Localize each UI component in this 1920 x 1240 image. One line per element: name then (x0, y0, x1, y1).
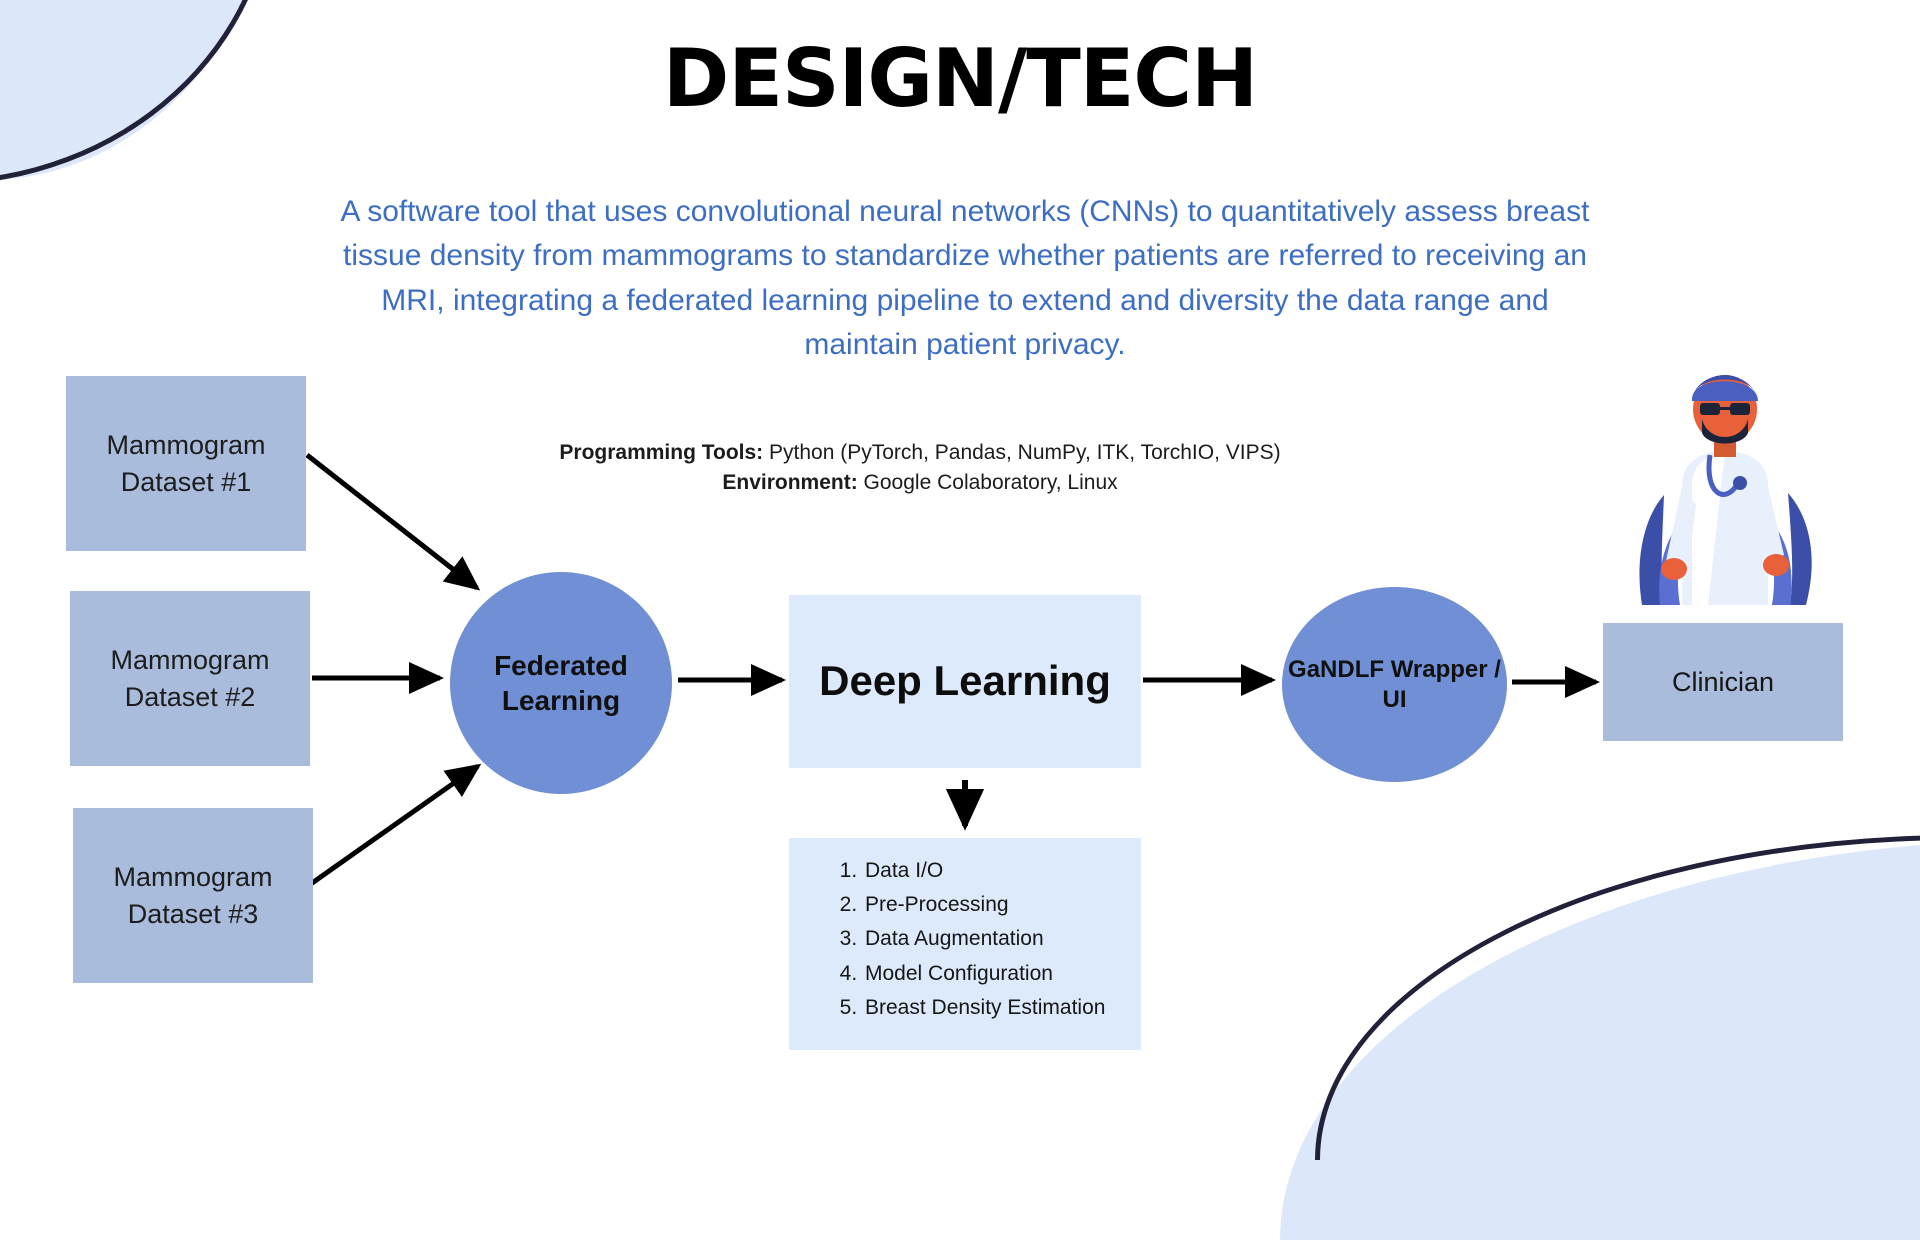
doctor-illustration (1630, 355, 1820, 605)
steps-ordered-list (789, 854, 1141, 1025)
gandlf-wrapper-node: GaNDLF Wrapper / UI (1282, 587, 1507, 782)
tools-info (420, 438, 1420, 499)
environment-line (420, 468, 1420, 498)
programming-tools-label: Programming Tools: (559, 441, 764, 464)
list-item: 1. Data I/O (863, 854, 1141, 888)
deep-learning-steps-list (789, 838, 1141, 1050)
dataset-box-3: Mammogram Dataset #3 (73, 808, 313, 983)
list-item: 3. Data Augmentation (863, 922, 1141, 956)
environment-value: Google Colaboratory, Linux (863, 471, 1118, 495)
deep-learning-node: Deep Learning (789, 595, 1141, 768)
federated-learning-node: Federated Learning (450, 572, 672, 794)
list-item: 5. Breast Density Estimation (863, 991, 1141, 1025)
dataset-box-1: Mammogram Dataset #1 (66, 376, 306, 551)
clinician-node: Clinician (1603, 623, 1843, 741)
programming-tools-value: Python (PyTorch, Pandas, NumPy, ITK, TorchIO, VIPS) (769, 441, 1281, 464)
slide-title: DESIGN/TECH (662, 32, 1258, 125)
programming-tools-line (420, 438, 1420, 468)
list-item: 2. Pre-Processing (863, 888, 1141, 922)
slide-subtitle: A software tool that uses convolutional neural networks (CNNs) to quantitatively assess breast tissue density from mammograms to standardize whether patients are referred to receiving an MRI, integrating a federated learning pipeline to extend and diversity the data range and maintain patient privacy. (340, 195, 1590, 362)
list-item: 4. Model Configuration (863, 957, 1141, 991)
environment-label: Environment: (722, 471, 858, 495)
bottom-right-curve-line (1315, 835, 1920, 1160)
dataset-box-2: Mammogram Dataset #2 (70, 591, 310, 766)
